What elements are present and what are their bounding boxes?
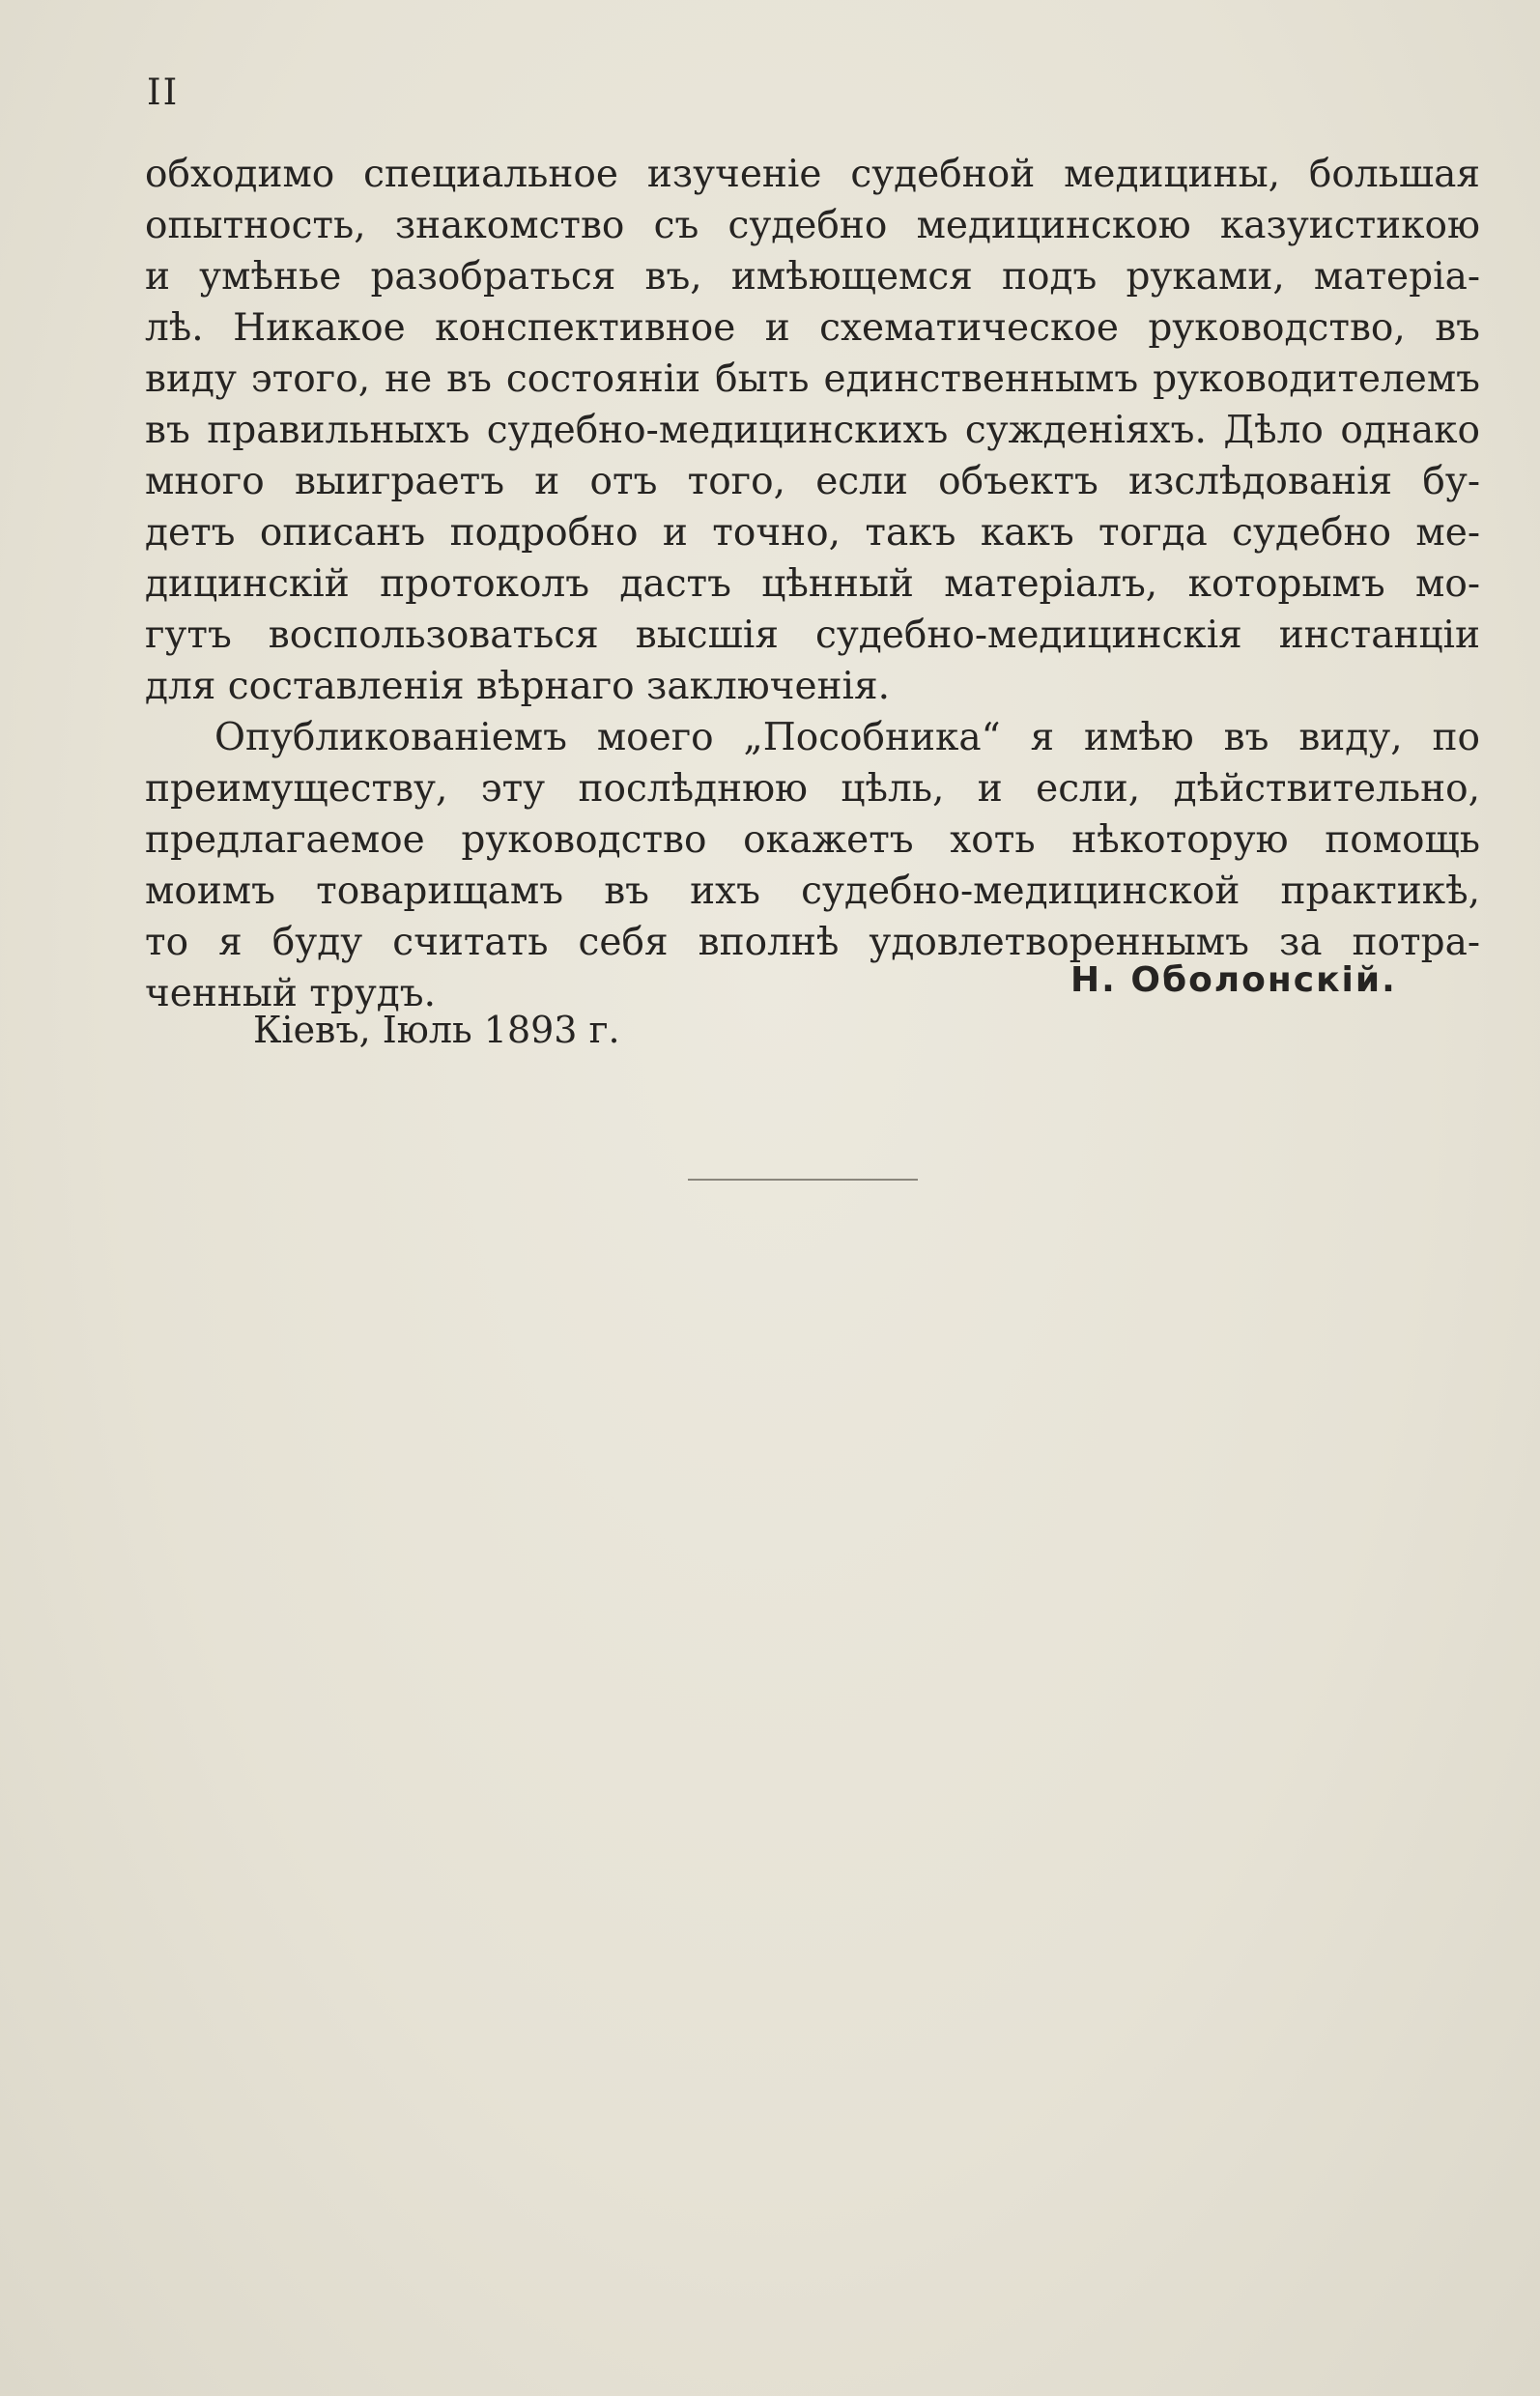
text-line: моимъ товарищамъ въ ихъ судебно-медицинской практикѣ, — [145, 870, 1480, 913]
page-number: II — [147, 71, 180, 113]
place-and-date: Кiевъ, Iюль 1893 г. — [253, 1009, 620, 1051]
section-divider — [688, 1179, 918, 1181]
text-line: дицинскiй протоколъ дастъ цѣнный матерiалъ, которымъ мо- — [145, 562, 1480, 606]
text-line: ченный трудъ. — [145, 972, 436, 1015]
text-line: то я буду считать себя вполнѣ удовлетвореннымъ за потра- — [145, 921, 1480, 964]
text-line: детъ описанъ подробно и точно, такъ какъ тогда судебно ме- — [145, 511, 1480, 555]
text-line: опытность, знакомство съ судебно медицинскою казуистикою — [145, 204, 1480, 247]
text-line: предлагаемое руководство окажетъ хоть нѣкоторую помощь — [145, 818, 1480, 862]
text-line: виду этого, не въ состоянiи быть единственнымъ руководителемъ — [145, 357, 1480, 401]
text-line: Опубликованiемъ моего „Пособника“ я имѣю въ виду, по — [214, 716, 1480, 759]
paragraph-1 — [145, 149, 1480, 712]
text-line: много выиграетъ и отъ того, если объектъ изслѣдованiя бу- — [145, 460, 1480, 503]
text-line: въ правильныхъ судебно-медицинскихъ сужденiяхъ. Дѣло однако — [145, 409, 1480, 452]
text-line: для составленiя вѣрнаго заключенiя. — [145, 665, 891, 708]
body-text — [145, 149, 1480, 1019]
text-line: и умѣнье разобраться въ, имѣющемся подъ руками, матерiа- — [145, 255, 1480, 299]
author-signature: Н. Оболонскiй. — [1070, 960, 1397, 1000]
text-line: преимуществу, эту послѣднюю цѣль, и если, дѣйствительно, — [145, 767, 1480, 811]
text-line: обходимо специальное изученiе судебной медицины, большая — [145, 153, 1480, 196]
text-line: гутъ воспользоваться высшiя судебно-медицинскiя инстанцiи — [145, 613, 1480, 657]
text-line: лѣ. Никакое конспективное и схематическое руководство, въ — [145, 306, 1480, 350]
